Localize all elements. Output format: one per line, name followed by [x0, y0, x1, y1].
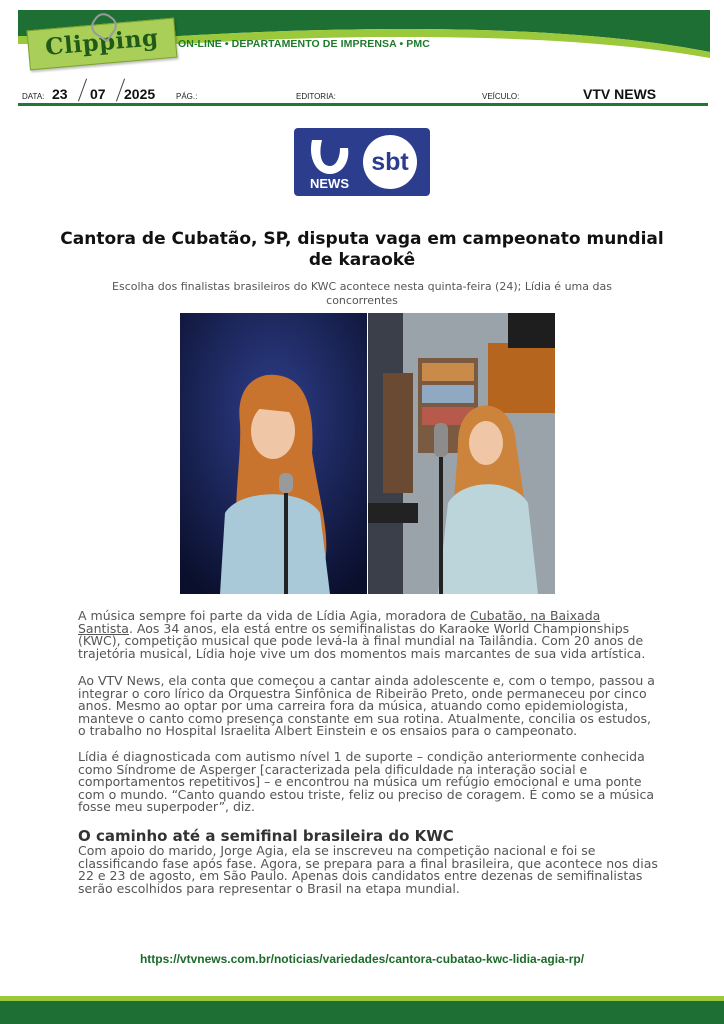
page-label: PÁG.:: [176, 92, 198, 101]
department-label: ON-LINE • DEPARTAMENTO DE IMPRENSA • PMC: [178, 38, 430, 50]
date-year: 2025: [124, 86, 156, 102]
article-paragraph-1: [78, 610, 658, 660]
logo-news-text: NEWS: [310, 176, 349, 191]
article-paragraph-4: Com apoio do marido, Jorge Agia, ela se inscreveu na competição nacional e foi se classificando fase após fase. Agora, se prepara para a final brasileira, que acontece nos dias 22 e 23 de agosto, em São Paulo. Apenas dois candidatos entre dezenas de semifinalistas serão escolhidos para representar o Brasil na etapa mundial.: [78, 843, 658, 896]
paragraph-text: . Aos 34 anos, ela está entre os semifinalistas do Karaoke World Championships (KWC), competição musical que pode levá-la à final mundial na Tailândia. Com 20 anos de trajetória musical, Lídia hoje vive um dos momentos mais marcantes de sua vida artística.: [78, 620, 646, 661]
veiculo-label: VEÍCULO:: [482, 92, 520, 101]
clipping-label: Clipping: [44, 24, 160, 61]
cubatao-link[interactable]: Cubatão, na Baixada Santista: [78, 608, 601, 636]
date-label: DATA:: [22, 92, 45, 101]
footer-green-bar: [0, 1001, 724, 1024]
date-month: 07: [90, 86, 106, 102]
article-title: Cantora de Cubatão, SP, disputa vaga em campeonato mundial de karaokê: [60, 229, 664, 270]
article-paragraph-2: Ao VTV News, ela conta que começou a cantar ainda adolescente e, com o tempo, passou a integrar o coro lírico da Orquestra Sinfônica de Ribeirão Preto, onde permaneceu por cinco anos. Mesmo ao optar por uma carreira fora da música, atuando como epidemiologista, manteve o canto como presença constante em sua rotina. Atualmente, concilia os estudos, o trabalho no Hospital Israelita Albert Einstein e os ensaios para o campeonato.: [78, 673, 655, 739]
singer-photo-room: [368, 313, 555, 594]
article-paragraph-3: Lídia é diagnosticada com autismo nível 1 de suporte – condição anteriormente conhecida como Síndrome de Asperger [caracterizada pela dificuldade na interação social e comportamentos repetitivos] – e encontrou na música um refúgio emocional e uma ponte com o mundo. “Canto quando estou triste, feliz ou preciso de coragem. É como se a música fosse meu superpoder”, diz.: [78, 749, 655, 815]
date-day: 23: [52, 86, 68, 102]
logo-sbt-text: sbt: [371, 148, 409, 176]
editoria-label: EDITORIA:: [296, 92, 336, 101]
source-url[interactable]: https://vtvnews.com.br/noticias/variedades/cantora-cubatao-kwc-lidia-agia-rp/: [139, 952, 585, 966]
vtv-sbt-logo: [294, 128, 430, 196]
vtv-sbt-logo-graphic: [294, 128, 430, 196]
veiculo-value: VTV NEWS: [583, 86, 657, 102]
date-separator: [78, 79, 87, 102]
singer-photo-studio: [180, 313, 367, 594]
meta-divider: [18, 103, 708, 106]
section-heading: O caminho até a semifinal brasileira do KWC: [78, 827, 454, 845]
article-subtitle: Escolha dos finalistas brasileiros do KWC acontece nesta quinta-feira (24); Lídia é uma das concorrentes: [112, 280, 612, 307]
paragraph-text: A música sempre foi parte da vida de Lídia Agia, moradora de: [78, 608, 470, 623]
